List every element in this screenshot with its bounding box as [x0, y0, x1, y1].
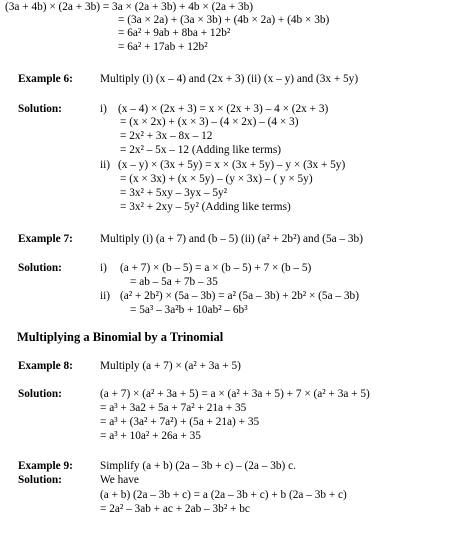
example-7-text: Multiply (i) (a + 7) and (b – 5) (ii) (a² + 2b²) and (5a – 3b)	[100, 233, 363, 245]
section-heading: Multiplying a Binomial by a Trinomial	[17, 330, 224, 344]
example-6-part-i-line-4: = 2x² – 5x – 12 (Adding like terms)	[120, 144, 281, 156]
example-6-part-ii-line-4: = 3x² + 2xy – 5y² (Adding like terms)	[120, 201, 291, 213]
example-9-solution-label: Solution:	[18, 474, 62, 486]
example-7-part-i-line-1: (a + 7) × (b – 5) = a × (b – 5) + 7 × (b – 5)	[120, 262, 312, 274]
intro-line-2: = (3a × 2a) + (3a × 3b) + (4b × 2a) + (4b × 3b)	[118, 14, 330, 26]
example-6-part-ii-line-1: (x – y) × (3x + 5y) = x × (3x + 5y) – y × (3x + 5y)	[118, 159, 346, 171]
example-6-part-i-number: i)	[100, 103, 107, 115]
example-6-part-i-line-1: (x – 4) × (2x + 3) = x × (2x + 3) – 4 × (2x + 3)	[118, 103, 329, 115]
intro-line-3: = 6a² + 9ab + 8ba + 12b²	[118, 27, 231, 39]
example-8-solution-label: Solution:	[18, 388, 62, 400]
example-6-part-i-line-2: = (x × 2x) + (x × 3) – (4 × 2x) – (4 × 3)	[120, 116, 299, 128]
example-8-text: Multiply (a + 7) × (a² + 3a + 5)	[100, 360, 241, 372]
example-6-part-ii-line-2: = (x × 3x) + (x × 5y) – (y × 3x) – ( y × 5y)	[120, 173, 313, 185]
example-9-text: Simplify (a + b) (2a – 3b + c) – (2a – 3b) c.	[100, 460, 296, 472]
example-7-part-i-line-2: = ab – 5a + 7b – 35	[130, 276, 218, 288]
example-7-part-ii-number: ii)	[100, 290, 111, 302]
example-6-part-ii-number: ii)	[100, 159, 111, 171]
example-6-part-ii-line-3: = 3x² + 5xy – 3yx – 5y²	[120, 187, 228, 199]
example-8-line-4: = a³ + 10a² + 26a + 35	[100, 430, 201, 442]
example-9-line-1: We have	[100, 474, 139, 486]
example-7-part-ii-line-2: = 5a³ – 3a²b + 10ab² – 6b³	[130, 304, 248, 316]
example-8-line-1: (a + 7) × (a² + 3a + 5) = a × (a² + 3a + 5) + 7 × (a² + 3a + 5)	[100, 388, 370, 400]
example-7-part-ii-line-1: (a² + 2b²) × (5a – 3b) = a² (5a – 3b) + 2b² × (5a – 3b)	[120, 290, 359, 302]
intro-line-4: = 6a² + 17ab + 12b²	[118, 41, 208, 53]
example-7-part-i-number: i)	[100, 262, 107, 274]
intro-line-1: (3a + 4b) × (2a + 3b) = 3a × (2a + 3b) + 4b × (2a + 3b)	[5, 1, 254, 13]
example-9-line-3: = 2a² – 3ab + ac + 2ab – 3b² + bc	[100, 503, 250, 515]
example-8-line-3: = a³ + (3a² + 7a²) + (5a + 21a) + 35	[100, 416, 260, 428]
example-9-label: Example 9:	[18, 460, 73, 472]
example-6-label: Example 6:	[18, 73, 73, 85]
example-6-part-i-line-3: = 2x² + 3x – 8x – 12	[120, 130, 213, 142]
example-7-label: Example 7:	[18, 233, 73, 245]
example-8-label: Example 8:	[18, 360, 73, 372]
example-8-line-2: = a³ + 3a2 + 5a + 7a² + 21a + 35	[100, 402, 247, 414]
example-6-solution-label: Solution:	[18, 103, 62, 115]
example-7-solution-label: Solution:	[18, 262, 62, 274]
example-6-text: Multiply (i) (x – 4) and (2x + 3) (ii) (x – y) and (3x + 5y)	[100, 73, 359, 85]
example-9-line-2: (a + b) (2a – 3b + c) = a (2a – 3b + c) + b (2a – 3b + c)	[100, 489, 347, 501]
